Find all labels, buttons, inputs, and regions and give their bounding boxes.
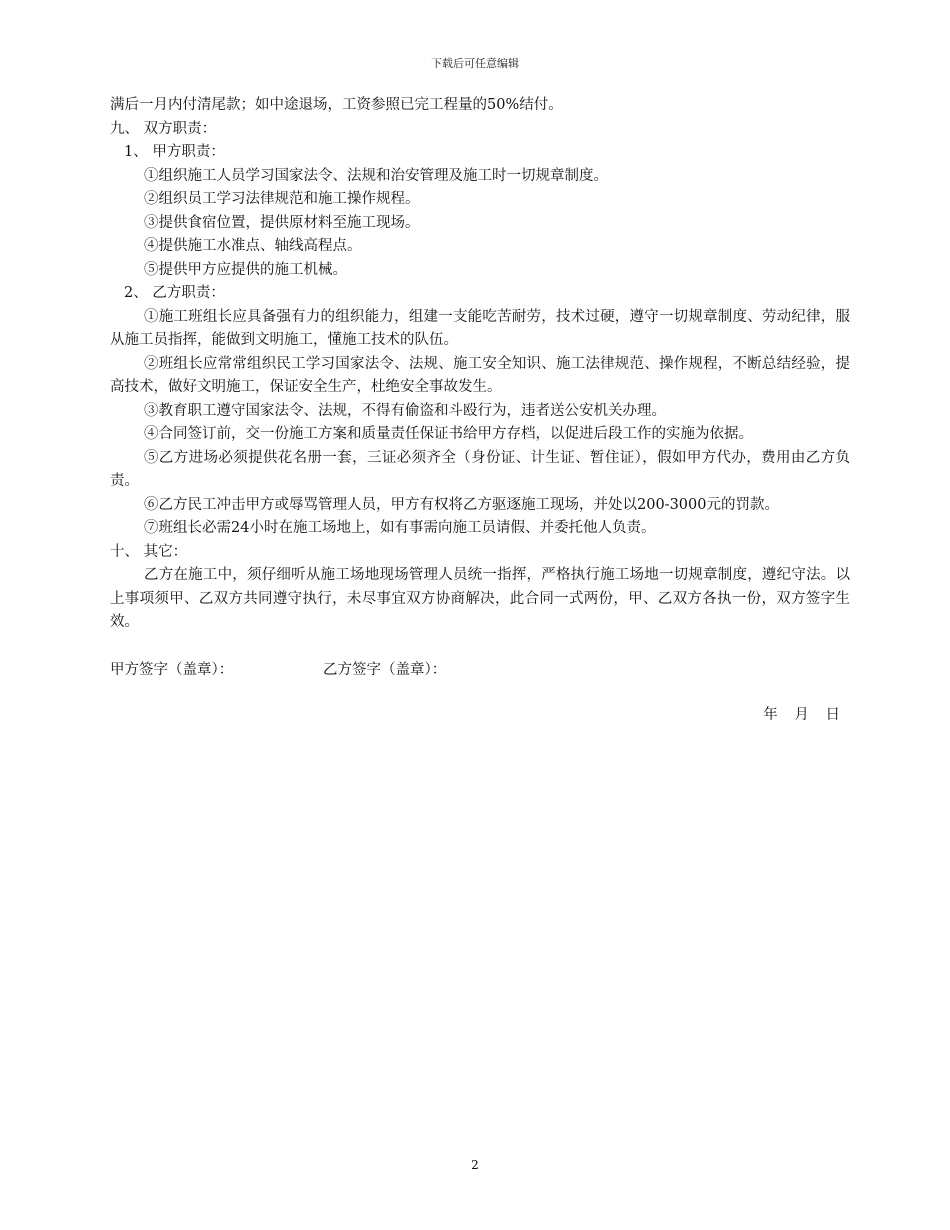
party-a-title: 1、 甲方职责： bbox=[124, 144, 225, 160]
section-10-title: 十、 其它： bbox=[110, 543, 188, 560]
party-b-item-5: ⑤乙方进场必须提供花名册一套，三证必须齐全（身份证、计生证、暂住证），假如甲方代办，费用由乙方负责。 bbox=[110, 449, 850, 489]
party-b-item-2: ②班组长应常常组织民工学习国家法令、法规、施工安全知识、施工法律规范、操作规程，不断总结经验，提高技术，做好文明施工，保证安全生产，杜绝安全事故发生。 bbox=[110, 355, 850, 395]
party-a-item-2: ②组织员工学习法律规范和施工操作规程。 bbox=[144, 191, 420, 207]
continuation-line: 满后一月内付清尾款；如中途退场，工资参照已完工程量的50%结付。 bbox=[110, 97, 563, 113]
party-b-signature-label: 乙方签字（盖章）： bbox=[323, 661, 447, 678]
party-a-item-5: ⑤提供甲方应提供的施工机械。 bbox=[144, 261, 347, 278]
party-a-item-3: ③提供食宿位置，提供原材料至施工现场。 bbox=[144, 214, 420, 231]
party-b-title: 2、 乙方职责： bbox=[124, 285, 225, 301]
party-b-item-7: ⑦班组长必需24小时在施工场地上，如有事需向施工员请假、并委托他人负责。 bbox=[144, 520, 656, 536]
section-10-paragraph: 乙方在施工中，须仔细听从施工场地现场管理人员统一指挥，严格执行施工场地一切规章制度，遵纪守法。以上事项须甲、乙双方共同遵守执行，未尽事宜双方协商解决，此合同一式两份，甲、乙双方各执一份，双方签字生效。 bbox=[110, 567, 850, 630]
page-header: 下载后可任意编辑 bbox=[431, 57, 519, 70]
signature-row bbox=[110, 659, 850, 683]
section-9-title: 九、 双方职责： bbox=[110, 120, 217, 137]
party-b-item-3: ③教育职工遵守国家法令、法规，不得有偷盗和斗殴行为，违者送公安机关办理。 bbox=[144, 402, 666, 419]
page-number: 2 bbox=[471, 1158, 479, 1172]
party-a-item-1: ①组织施工人员学习国家法令、法规和治安管理及施工时一切规章制度。 bbox=[144, 167, 608, 184]
date-line: 年 月 日 bbox=[763, 707, 840, 723]
party-b-item-6: ⑥乙方民工冲击甲方或辱骂管理人员，甲方有权将乙方驱逐施工现场，并处以200-3000元的罚款。 bbox=[144, 496, 779, 513]
document-body bbox=[110, 94, 850, 728]
spacer bbox=[110, 635, 850, 659]
party-b-item-4: ④合同签订前，交一份施工方案和质量责任保证书给甲方存档，以促进后段工作的实施为依据。 bbox=[144, 426, 753, 442]
party-a-signature-label: 甲方签字（盖章）： bbox=[110, 661, 234, 678]
party-b-item-1: ①施工班组长应具备强有力的组织能力，组建一支能吃苦耐劳，技术过硬，遵守一切规章制度、劳动纪律，服从施工员指挥，能做到文明施工，懂施工技术的队伍。 bbox=[110, 308, 850, 348]
party-a-item-4: ④提供施工水准点、轴线高程点。 bbox=[144, 238, 362, 254]
